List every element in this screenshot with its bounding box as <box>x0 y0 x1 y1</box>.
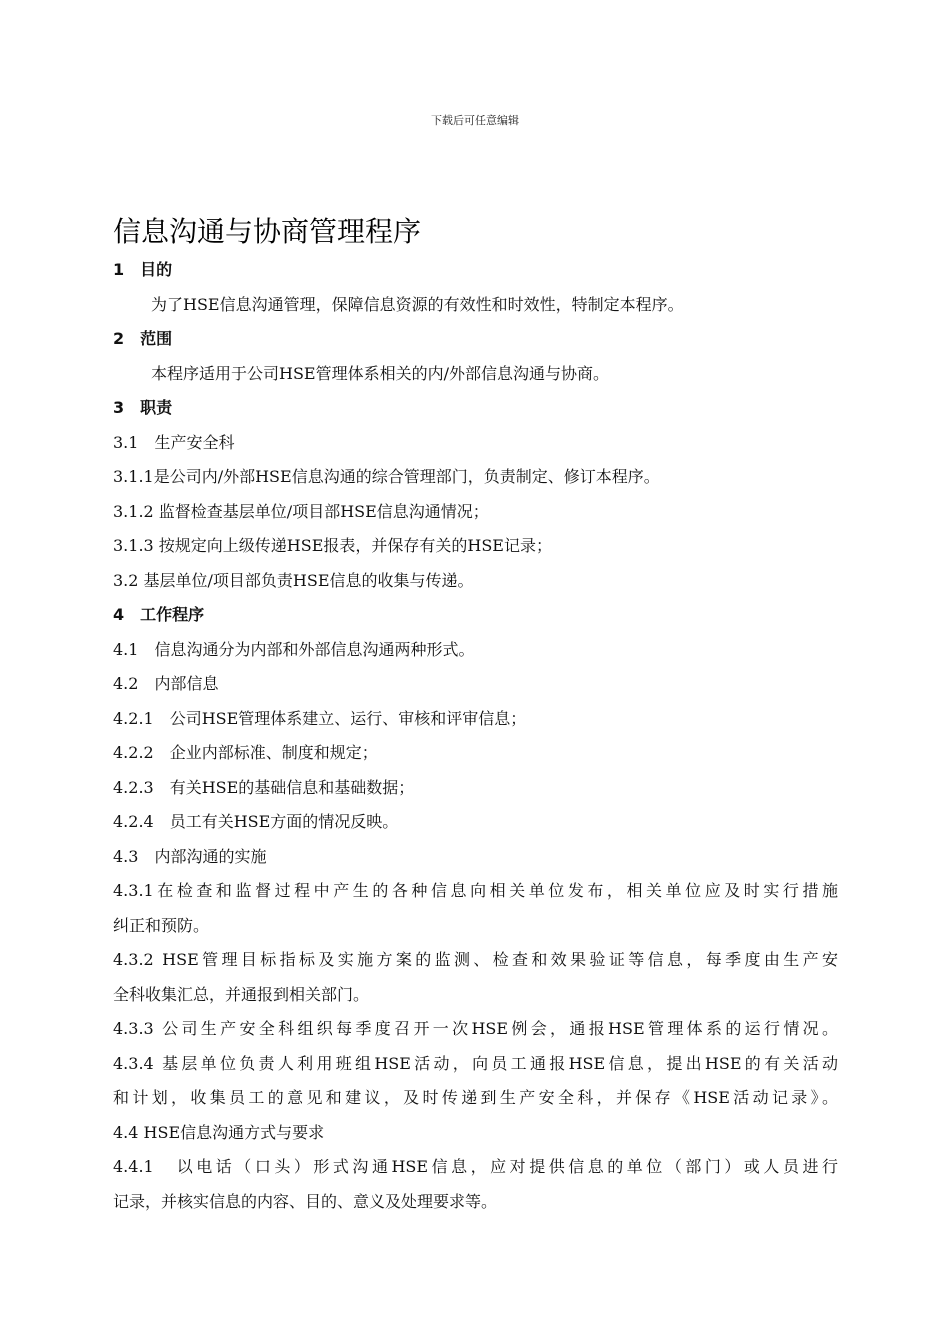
paragraph-line: 为了HSE信息沟通管理，保障信息资源的有效性和时效性，特制定本程序。 <box>151 294 684 314</box>
paragraph-line: 4.2.2 企业内部标准、制度和规定； <box>113 743 378 762</box>
paragraph-line: 4.3.3 公司生产安全科组织每季度召开一次HSE例会，通报HSE管理体系的运行情况。 <box>113 1019 838 1038</box>
section-heading: 1 目的 <box>113 260 173 279</box>
paragraph-line: 3.1.2 监督检查基层单位/项目部HSE信息沟通情况； <box>113 501 489 521</box>
paragraph-line: 4.3.2 HSE管理目标指标及实施方案的监测、检查和效果验证等信息，每季度由生产安 <box>113 950 838 969</box>
document-title: 信息沟通与协商管理程序 <box>113 215 422 248</box>
paragraph-line: 4.4.1 以电话（口头）形式沟通HSE信息，应对提供信息的单位（部门）或人员进行 <box>113 1157 838 1176</box>
paragraph-line: 3.1.1是公司内/外部HSE信息沟通的综合管理部门，负责制定、修订本程序。 <box>113 467 660 486</box>
section-heading: 4 工作程序 <box>113 605 205 624</box>
paragraph-line: 全科收集汇总，并通报到相关部门。 <box>113 984 370 1004</box>
section-heading: 2 范围 <box>113 329 173 348</box>
paragraph-line: 3.1.3 按规定向上级传递HSE报表，并保存有关的HSE记录； <box>113 536 552 555</box>
paragraph-line: 4.2.3 有关HSE的基础信息和基础数据； <box>113 777 415 797</box>
paragraph-line: 纠正和预防。 <box>113 915 210 935</box>
paragraph-line: 4.3.1在检查和监督过程中产生的各种信息向相关单位发布，相关单位应及时实行措施 <box>113 881 838 900</box>
paragraph-line: 记录，并核实信息的内容、目的、意义及处理要求等。 <box>113 1191 498 1211</box>
paragraph-line: 4.2 内部信息 <box>113 674 219 693</box>
document-body <box>113 253 838 1219</box>
paragraph-line: 3.1 生产安全科 <box>113 432 235 452</box>
paragraph-line: 3.2 基层单位/项目部负责HSE信息的收集与传递。 <box>113 570 474 590</box>
paragraph-line: 本程序适用于公司HSE管理体系相关的内/外部信息沟通与协商。 <box>151 363 609 383</box>
header-note: 下载后可任意编辑 <box>431 114 519 127</box>
paragraph-line: 4.2.1 公司HSE管理体系建立、运行、审核和评审信息； <box>113 708 527 728</box>
paragraph-line: 4.3.4 基层单位负责人利用班组HSE活动，向员工通报HSE信息，提出HSE的有关活动 <box>113 1053 838 1073</box>
paragraph-line: 4.1 信息沟通分为内部和外部信息沟通两种形式。 <box>113 639 475 659</box>
paragraph-line: 4.4 HSE信息沟通方式与要求 <box>113 1122 325 1142</box>
section-heading: 3 职责 <box>113 398 173 417</box>
paragraph-line: 和计划，收集员工的意见和建议，及时传递到生产安全科，并保存《HSE活动记录》。 <box>113 1088 838 1107</box>
paragraph-line: 4.3 内部沟通的实施 <box>113 846 267 866</box>
paragraph-line: 4.2.4 员工有关HSE方面的情况反映。 <box>113 812 399 831</box>
